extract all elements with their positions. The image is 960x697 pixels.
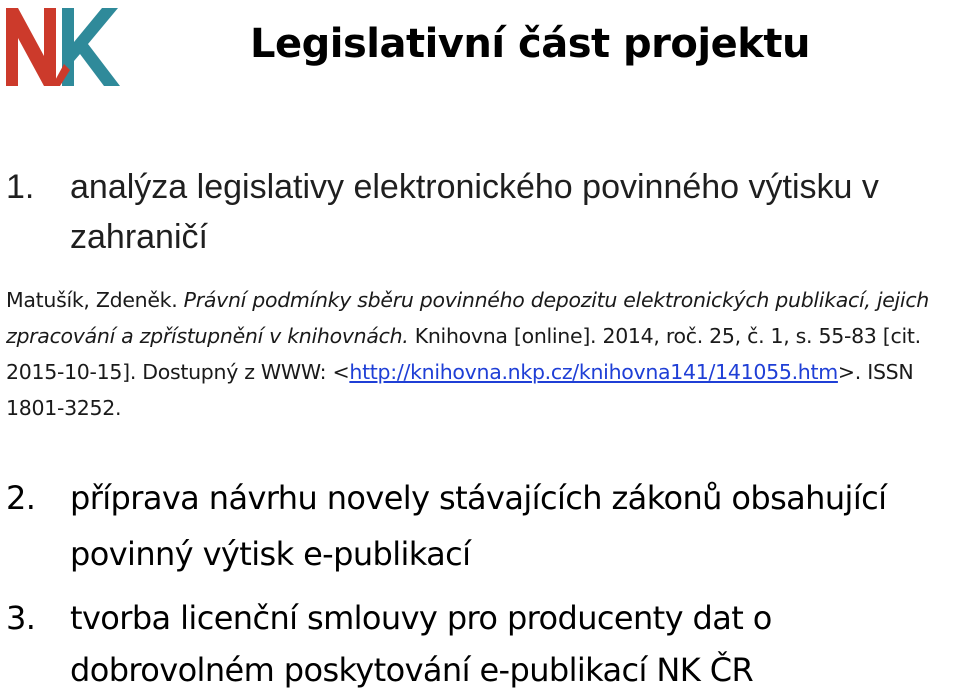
list-item-text: tvorba licenční smlouvy pro producenty dat o dobrovolném poskytování e-publikací NK ČR: [70, 599, 772, 689]
citation-link-open: <: [332, 360, 350, 384]
citation-issn: ISSN 1801-3252.: [6, 360, 914, 420]
list-item-number: 1.: [6, 168, 35, 206]
nk-logo-icon: [4, 4, 122, 88]
nk-logo: [4, 4, 122, 88]
citation-title: Právní podmínky sběru povinného depozitu elektronických publikací, jejich zpracování a zpřístupnění v knihovnách.: [6, 288, 929, 348]
citation-link-close: >.: [837, 360, 861, 384]
citation: [6, 282, 956, 426]
citation-source: Knihovna [online]. 2014, roč. 25, č. 1, s. 55-83 [cit. 2015-10-15]. Dostupný z WWW:: [6, 324, 921, 384]
list-item-1: [6, 162, 956, 262]
list-item-text: příprava návrhu novely stávajících zákonů obsahující povinný výtisk e-publikací: [70, 479, 887, 573]
citation-url-link[interactable]: http://knihovna.nkp.cz/knihovna141/141055.htm: [349, 360, 838, 384]
page-title: Legislativní část projektu: [250, 21, 810, 67]
list-item-2: [6, 470, 956, 582]
list-item-3: [6, 592, 956, 696]
citation-author: Matušík, Zdeněk.: [6, 288, 178, 312]
list-item-text: analýza legislativy elektronického povinného výtisku v zahraničí: [70, 168, 879, 256]
list-item-number: 2.: [6, 479, 36, 517]
list-item-number: 3.: [6, 599, 36, 637]
